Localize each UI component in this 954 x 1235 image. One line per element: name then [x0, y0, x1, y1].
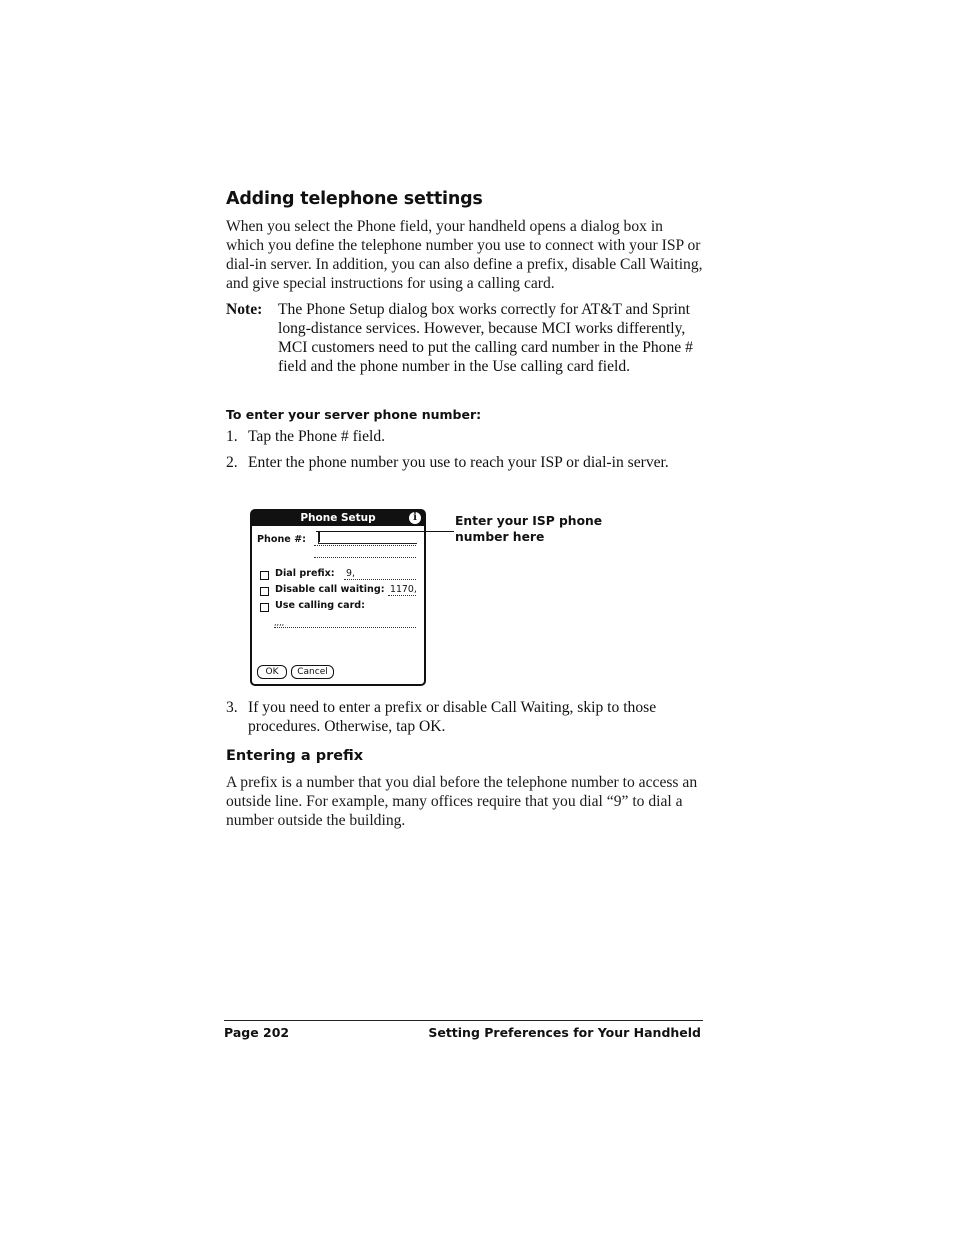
dialog-title-bar: [252, 511, 424, 526]
use-calling-card-checkbox[interactable]: [260, 603, 269, 612]
info-icon[interactable]: i: [409, 512, 421, 524]
subsection-title: Entering a prefix: [226, 748, 364, 764]
callout-leader-line: [316, 531, 454, 532]
prefix-paragraph: A prefix is a number that you dial before the telephone number to access an outside line. For example, many offices require that you dial “9” to dial a number outside the building.: [226, 774, 698, 829]
calling-card-value[interactable]: ,,,,: [274, 618, 285, 627]
section-title: Adding telephone settings: [226, 189, 483, 209]
step-text: Enter the phone number you use to reach your ISP or dial-in server.: [248, 454, 669, 471]
intro-paragraph: When you select the Phone field, your handheld opens a dialog box in which you define the telephone number you use to connect with your ISP or dial-in server. In addition, you can also define a prefix, disable Call Waiting, and give special instructions for using a calling card.: [226, 218, 703, 292]
step-number: 1.: [226, 428, 238, 445]
footer-rule: [224, 1020, 703, 1021]
use-calling-card-label: Use calling card:: [275, 600, 366, 611]
step-number: 3.: [226, 699, 238, 716]
page-number: Page 202: [224, 1025, 290, 1040]
phone-number-label: Phone #:: [257, 534, 307, 545]
dial-prefix-underline: [344, 579, 416, 580]
chapter-title: Setting Preferences for Your Handheld: [428, 1025, 701, 1040]
dialog-title: Phone Setup: [300, 512, 376, 524]
step-text: If you need to enter a prefix or disable Call Waiting, skip to those procedures. Otherwise, tap OK.: [248, 699, 657, 735]
callout-text: [455, 513, 615, 545]
phone-field-underline-2: [314, 557, 416, 558]
text-cursor: [319, 532, 320, 542]
note-text: The Phone Setup dialog box works correctly for AT&T and Sprint long-distance services. However, because MCI works differently, MCI customers need to put the calling card number in the Phone # field and the phone number in the Use calling card field.: [278, 301, 693, 375]
phone-field-underline: [314, 545, 416, 546]
procedure-title: To enter your server phone number:: [226, 407, 482, 422]
call-waiting-underline: [388, 595, 416, 596]
step-number: 2.: [226, 454, 238, 471]
dial-prefix-checkbox[interactable]: [260, 571, 269, 580]
phone-setup-dialog: [250, 509, 426, 686]
dial-prefix-label: Dial prefix:: [275, 568, 335, 579]
disable-call-waiting-checkbox[interactable]: [260, 587, 269, 596]
step-text: Tap the Phone # field.: [248, 428, 386, 445]
callout-line-2: number here: [455, 530, 545, 544]
calling-card-underline: [274, 627, 416, 628]
disable-call-waiting-value[interactable]: 1170,: [390, 584, 417, 595]
note-label: Note:: [226, 301, 263, 318]
cancel-button[interactable]: Cancel: [291, 665, 334, 679]
phone-number-field[interactable]: [318, 531, 417, 544]
dial-prefix-value[interactable]: 9,: [346, 568, 355, 579]
ok-button[interactable]: OK: [257, 665, 287, 679]
callout-line-1: Enter your ISP phone: [455, 514, 603, 528]
disable-call-waiting-label: Disable call waiting:: [275, 584, 385, 595]
